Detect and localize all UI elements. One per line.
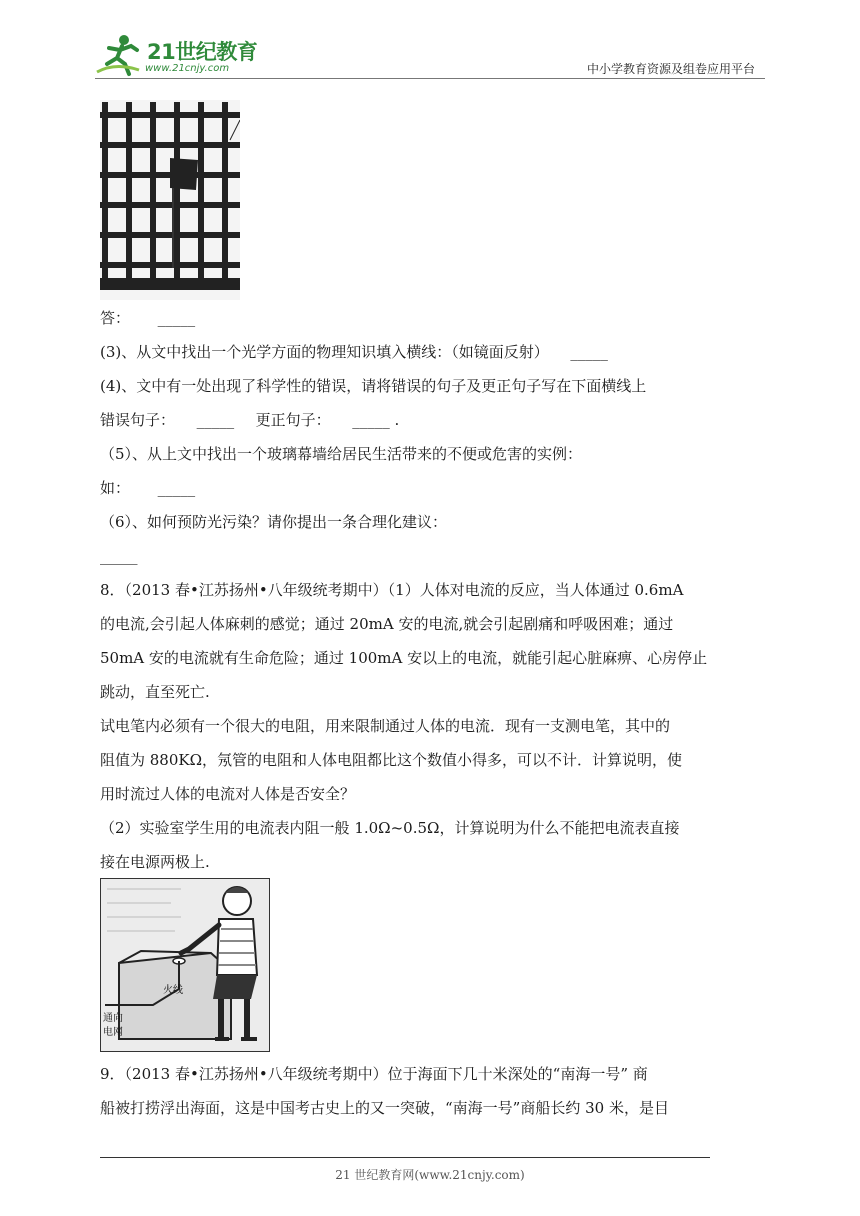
logo-brand-text: 21世纪教育 bbox=[147, 40, 258, 64]
answer-blank: _____ bbox=[157, 309, 196, 327]
to-grid-label-2: 电网 bbox=[103, 1027, 123, 1038]
example-blank: _____ bbox=[157, 479, 196, 497]
running-figure-icon bbox=[95, 32, 151, 78]
example-label: 如： bbox=[100, 479, 131, 497]
header-divider bbox=[95, 78, 765, 79]
corrected-sentence-label: 更正句子： bbox=[255, 411, 331, 429]
wrong-sentence-blank: _____ bbox=[196, 411, 235, 429]
question-3-text: (3)、从文中找出一个光学方面的物理知识填入横线：（如镜面反射） bbox=[100, 343, 549, 361]
q8-line-4: 跳动，直至死亡. bbox=[100, 683, 210, 701]
test-pen-illustration bbox=[100, 878, 270, 1052]
page-header bbox=[95, 32, 765, 80]
glass-curtain-wall-figure bbox=[100, 100, 240, 300]
q8-line-7: 用时流过人体的电流对人体是否安全？ bbox=[100, 785, 356, 803]
question-3 bbox=[100, 342, 608, 362]
q9-line-2: 船被打捞浮出海面，这是中国考古史上的又一突破，“南海一号”商船长约 30 米，是目 bbox=[100, 1099, 669, 1117]
answer-label: 答： bbox=[100, 309, 131, 327]
q8-line-8: （2）实验室学生用的电流表内阻一般 1.0Ω~0.5Ω，计算说明为什么不能把电流表直接 bbox=[100, 819, 680, 837]
to-grid-label-1: 通向 bbox=[103, 1013, 123, 1024]
q8-line-2: 的电流,会引起人体麻刺的感觉；通过 20mA 安的电流,就会引起剧痛和呼吸困难；通过 bbox=[100, 615, 674, 633]
logo-url-text: www.21cnjy.com bbox=[145, 63, 230, 74]
q8-line-5: 试电笔内必须有一个很大的电阻，用来限制通过人体的电流．现有一支测电笔，其中的 bbox=[100, 717, 671, 735]
q8-line-6: 阻值为 880KΩ，氖管的电阻和人体电阻都比这个数值小得多，可以不计．计算说明，使 bbox=[100, 751, 683, 769]
question-6: （6）、如何预防光污染？请你提出一条合理化建议： bbox=[100, 513, 448, 531]
question-4: (4)、文中有一处出现了科学性的错误，请将错误的句子及更正句子写在下面横线上 bbox=[100, 377, 647, 395]
answer-line bbox=[100, 308, 195, 328]
person-testing-box-icon bbox=[101, 879, 269, 1051]
q8-line-9: 接在电源两极上. bbox=[100, 853, 210, 871]
wrong-sentence-label: 错误句子： bbox=[100, 411, 176, 429]
corrected-sentence-blank: _____ bbox=[352, 411, 390, 429]
q9-line-1: 9．（2013 春•江苏扬州•八年级统考期中）位于海面下几十米深处的“南海一号” 商 bbox=[100, 1065, 648, 1083]
site-logo bbox=[95, 32, 265, 78]
page-footer: 21 世纪教育网(www.21cnjy.com) bbox=[335, 1168, 525, 1182]
period: . bbox=[394, 411, 400, 429]
example-line bbox=[100, 478, 195, 498]
suggestion-blank: _____ bbox=[100, 547, 138, 565]
fire-wire-label: 火线 bbox=[163, 985, 183, 996]
q8-line-3: 50mA 安的电流就有生命危险；通过 100mA 安以上的电流，就能引起心脏麻痹、心房停止 bbox=[100, 649, 708, 667]
header-platform-name: 中小学教育资源及组卷应用平台 bbox=[586, 62, 755, 76]
q8-line-1: 8．（2013 春•江苏扬州•八年级统考期中）（1）人体对电流的反应，当人体通过 0.6mA bbox=[100, 581, 684, 599]
question-4-answer-line bbox=[100, 410, 399, 430]
footer-divider bbox=[100, 1157, 710, 1158]
question-5: （5）、从上文中找出一个玻璃幕墙给居民生活带来的不便或危害的实例： bbox=[100, 445, 583, 463]
question-3-blank: _____ bbox=[570, 343, 608, 361]
